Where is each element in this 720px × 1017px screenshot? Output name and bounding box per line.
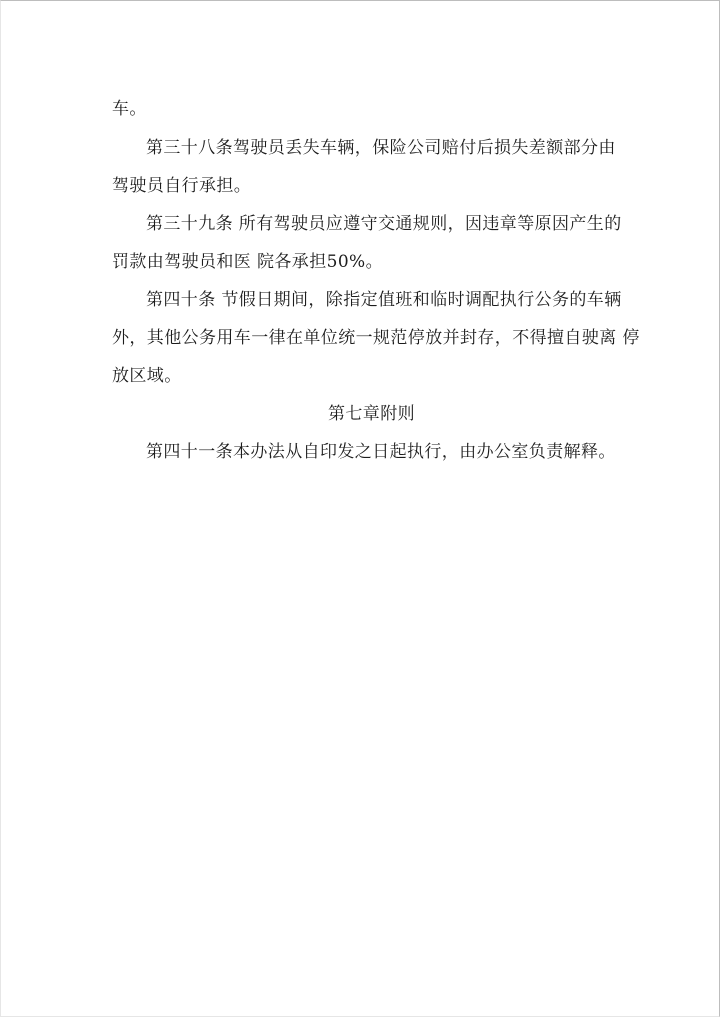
article-40-line-3: 放区域。: [112, 366, 182, 386]
article-39-line-1: 第三十九条 所有驾驶员应遵守交通规则，因违章等原因产生的: [146, 214, 622, 234]
paragraph-continuation-line: 车。: [112, 99, 147, 119]
article-41-line-1: 第四十一条本办法从自印发之日起执行，由办公室负责解释。: [146, 442, 616, 462]
article-38-line-2: 驾驶员自行承担。: [112, 176, 252, 196]
article-39-line-2: 罚款由驾驶员和医 院各承担50%。: [112, 252, 383, 272]
article-40-line-2: 外，其他公务用车一律在单位统一规范停放并封存，不得擅自驶离 停: [112, 328, 640, 348]
chapter-heading: 第七章附则: [328, 404, 415, 424]
article-40-line-1: 第四十条 节假日期间，除指定值班和临时调配执行公务的车辆: [146, 290, 622, 310]
article-38-line-1: 第三十八条驾驶员丢失车辆，保险公司赔付后损失差额部分由: [146, 138, 616, 158]
